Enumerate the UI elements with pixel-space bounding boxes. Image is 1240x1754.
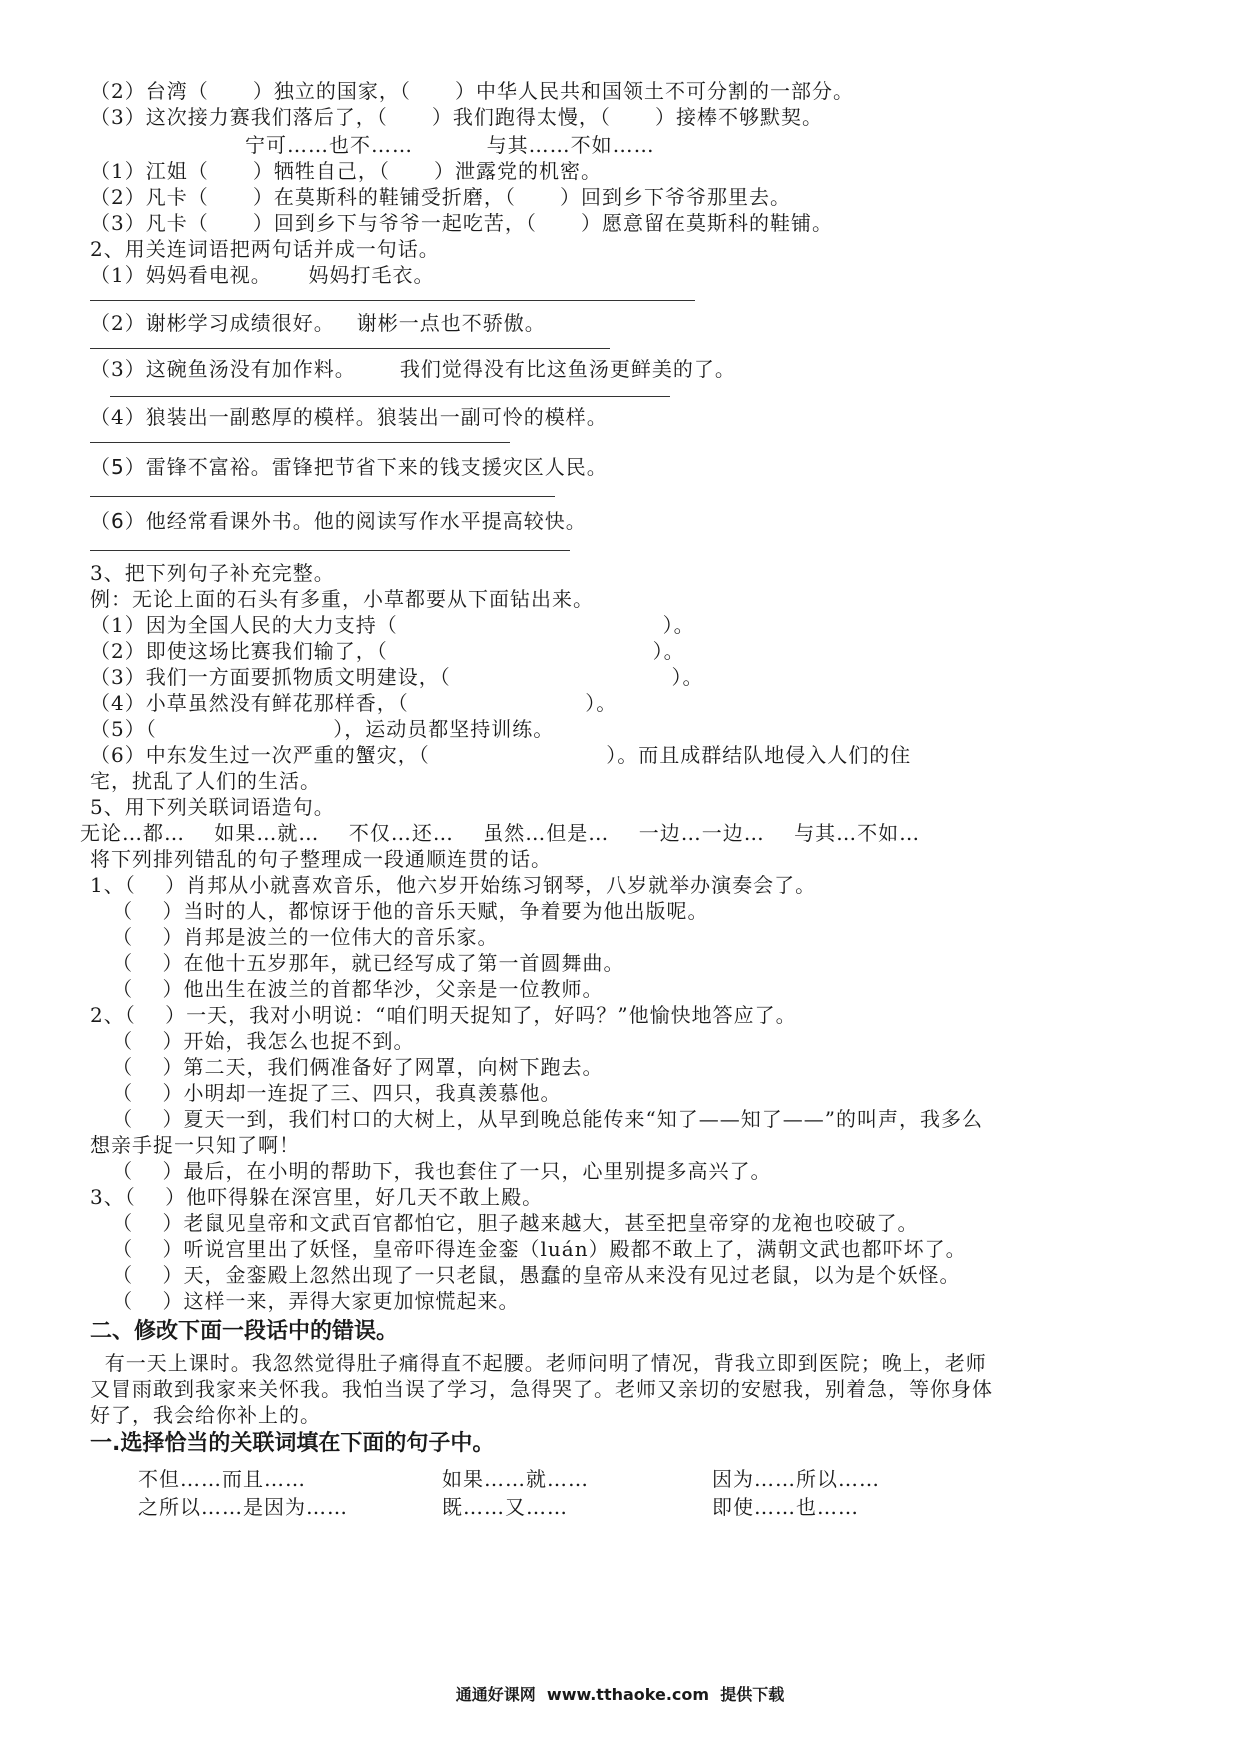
conjunction-option: 之所以……是因为……: [138, 1495, 348, 1519]
conjunction-option: 如果……就……: [442, 1467, 589, 1491]
q2-item: （4）狼装出一副憨厚的模样。狼装出一副可怜的模样。: [90, 405, 608, 429]
question-2-title: 2、用关连词语把两句话并成一句话。: [90, 237, 440, 261]
q3-item: 宅，扰乱了人们的生活。: [90, 769, 321, 793]
blank-sentence: （1）江姐（ ）牺牲自己，（ ）泄露党的机密。: [90, 159, 603, 183]
answer-line: [90, 300, 695, 301]
q3-item: （4）小草虽然没有鲜花那样香，（ ）。: [90, 691, 618, 715]
answer-line: [90, 348, 610, 349]
reorder-line: （ ）在他十五岁那年，就已经写成了第一首圆舞曲。: [90, 951, 625, 975]
reorder-line: （ ）听说宫里出了妖怪，皇帝吓得连金銮（luán）殿都不敢上了，满朝文武也都吓坏了。: [90, 1237, 967, 1261]
section-2-heading: 二、修改下面一段话中的错误。: [90, 1319, 399, 1344]
conjunction-option: 即使……也……: [712, 1495, 859, 1519]
reorder-line: 2、（ ）一天，我对小明说：“咱们明天捉知了，好吗？”他愉快地答应了。: [90, 1003, 797, 1027]
reorder-line: 想亲手捉一只知了啊！: [90, 1133, 300, 1157]
q2-item: （3）这碗鱼汤没有加作料。 我们觉得没有比这鱼汤更鲜美的了。: [90, 357, 736, 381]
reorder-line: （ ）这样一来，弄得大家更加惊慌起来。: [90, 1289, 520, 1313]
q2-item: （1）妈妈看电视。 妈妈打毛衣。: [90, 263, 435, 287]
page-footer: 通通好课网 www.tthaoke.com 提供下载: [455, 1685, 785, 1704]
q3-item: （3）我们一方面要抓物质文明建设，（ ）。: [90, 665, 704, 689]
q3-item: （2）即使这场比赛我们输了，（ ）。: [90, 639, 685, 663]
q3-item: （5）（ ），运动员都坚持训练。: [90, 717, 555, 741]
q3-item: （6）中东发生过一次严重的蟹灾，（ ）。而且成群结队地侵入人们的住: [90, 743, 912, 767]
conjunction-option: 既……又……: [442, 1495, 568, 1519]
section-2-paragraph-line: 好了，我会给你补上的。: [90, 1403, 321, 1427]
question-3-title: 3、把下列句子补充完整。: [90, 561, 335, 585]
reorder-line: （ ）天，金銮殿上忽然出现了一只老鼠，愚蠢的皇帝从来没有见过老鼠，以为是个妖怪。: [90, 1263, 961, 1287]
q2-item: （6）他经常看课外书。他的阅读写作水平提高较快。: [90, 509, 587, 533]
blank-sentence: （3）这次接力赛我们落后了，（ ）我们跑得太慢，（ ）接棒不够默契。: [90, 105, 824, 129]
conjunction-option: 不但……而且……: [138, 1467, 306, 1491]
reorder-line: （ ）最后，在小明的帮助下，我也套住了一只，心里别提多高兴了。: [90, 1159, 772, 1183]
q3-example: 例：无论上面的石头有多重，小草都要从下面钻出来。: [90, 587, 594, 611]
blank-sentence: （2）凡卡（ ）在莫斯科的鞋铺受折磨，（ ）回到乡下爷爷那里去。: [90, 185, 792, 209]
reorder-line: （ ）他出生在波兰的首都华沙，父亲是一位教师。: [90, 977, 604, 1001]
reorder-line: （ ）第二天，我们俩准备好了网罩，向树下跑去。: [90, 1055, 604, 1079]
reorder-line: （ ）肖邦是波兰的一位伟大的音乐家。: [90, 925, 499, 949]
conjunction-option: 因为……所以……: [712, 1467, 880, 1491]
reorder-line: （ ）当时的人，都惊讶于他的音乐天赋，争着要为他出版呢。: [90, 899, 709, 923]
reorder-line: 1、（ ）肖邦从小就喜欢音乐，他六岁开始练习钢琴，八岁就举办演奏会了。: [90, 873, 817, 897]
section-2-paragraph-line: 有一天上课时。我忽然觉得肚子痛得直不起腰。老师问明了情况，背我立即到医院；晚上，老师: [90, 1351, 987, 1375]
reorder-line: （ ）小明却一连捉了三、四只，我真羡慕他。: [90, 1081, 562, 1105]
answer-line: [90, 496, 555, 497]
blank-sentence: （3）凡卡（ ）回到乡下与爷爷一起吃苦，（ ）愿意留在莫斯科的鞋铺。: [90, 211, 834, 235]
answer-line: [90, 550, 570, 551]
q2-item: （2）谢彬学习成绩很好。 谢彬一点也不骄傲。: [90, 311, 546, 335]
reorder-line: 3、（ ）他吓得躲在深宫里，好几天不敢上殿。: [90, 1185, 544, 1209]
reorder-line: （ ）开始，我怎么也捉不到。: [90, 1029, 415, 1053]
reorder-line: （ ）夏天一到，我们村口的大树上，从早到晚总能传来“知了——知了——”的叫声，我多么: [90, 1107, 983, 1131]
reorder-title: 将下列排列错乱的句子整理成一段通顺连贯的话。: [90, 847, 552, 871]
reorder-line: （ ）老鼠见皇帝和文武百官都怕它，胆子越来越大，甚至把皇帝穿的龙袍也咬破了。: [90, 1211, 919, 1235]
question-5-title: 5、用下列关联词语造句。: [90, 795, 335, 819]
conjunction-hint: 宁可……也不…… 与其……不如……: [245, 133, 655, 157]
q3-item: （1）因为全国人民的大力支持（ ）。: [90, 613, 695, 637]
answer-line: [110, 396, 670, 397]
q5-word-list: 无论…都… 如果…就… 不仅…还… 虽然…但是… 一边…一边… 与其…不如…: [80, 821, 921, 845]
q2-item: （5）雷锋不富裕。雷锋把节省下来的钱支援灾区人民。: [90, 455, 608, 479]
blank-sentence: （2）台湾（ ）独立的国家，（ ）中华人民共和国领土不可分割的一部分。: [90, 79, 855, 103]
answer-line: [90, 442, 510, 443]
section-1-heading: 一.选择恰当的关联词填在下面的句子中。: [90, 1431, 495, 1456]
section-2-paragraph-line: 又冒雨敢到我家来关怀我。我怕当误了学习，急得哭了。老师又亲切的安慰我，别着急，等你身体: [90, 1377, 993, 1401]
